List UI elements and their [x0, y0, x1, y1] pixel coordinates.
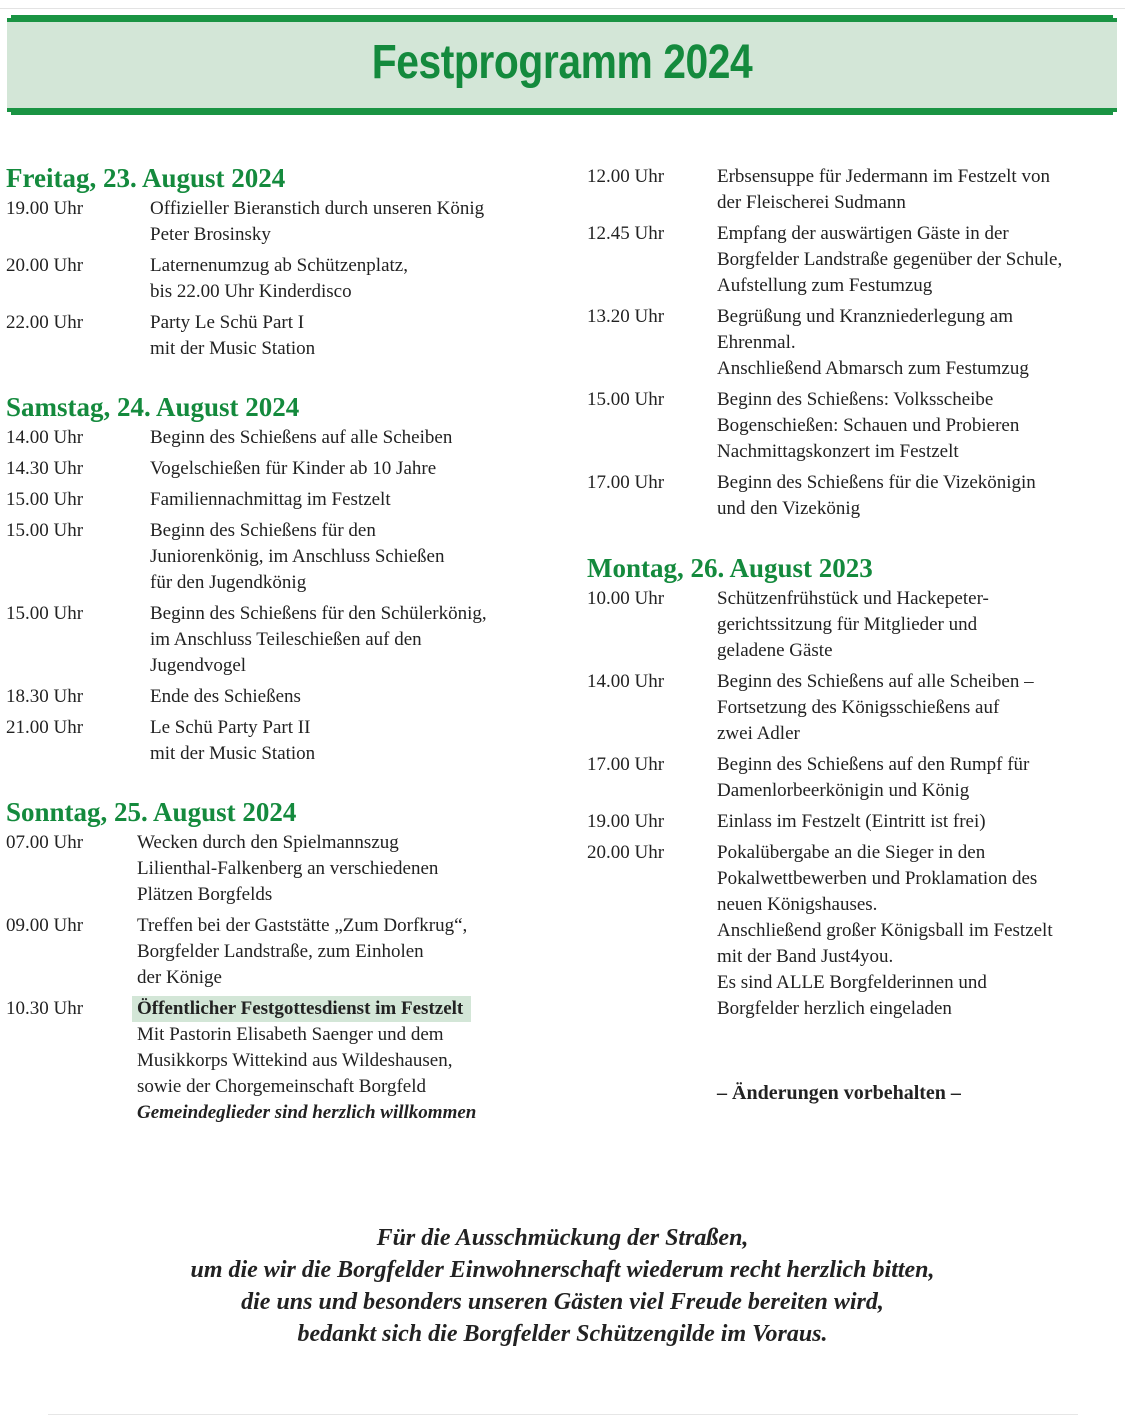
entry-description — [150, 715, 566, 767]
entry-description — [150, 487, 566, 513]
description-line: Plätzen Borgfelds — [137, 884, 273, 905]
description-line: Es sind ALLE Borgfelderinnen und — [717, 972, 987, 993]
highlighted-event — [137, 996, 566, 1022]
entry-time: 10.30 Uhr — [6, 998, 84, 1019]
description-line: Beginn des Schießens auf alle Scheiben – — [717, 671, 1034, 692]
description-line: Musikkorps Wittekind aus Wildeshausen, — [137, 1050, 453, 1071]
description-line: Beginn des Schießens auf alle Scheiben — [150, 427, 453, 448]
program-entry — [587, 387, 1117, 465]
description-line: für den Jugendkönig — [150, 572, 307, 593]
entry-description — [137, 830, 566, 908]
program-entry — [6, 487, 566, 513]
program-entry — [587, 470, 1117, 522]
entry-description — [150, 518, 566, 596]
program-entry — [6, 996, 566, 1126]
changes-note: – Änderungen vorbehalten – — [717, 1082, 961, 1104]
day-heading: Samstag, 24. August 2024 — [6, 392, 300, 422]
emphasis-line: Gemeindeglieder sind herzlich willkommen — [137, 1102, 477, 1123]
description-line: Erbsensuppe für Jedermann im Festzelt von — [717, 166, 1050, 187]
program-entry — [6, 684, 566, 710]
program-entry — [6, 518, 566, 596]
entry-time: 15.00 Uhr — [6, 489, 84, 510]
description-line: Empfang der auswärtigen Gäste in der — [717, 223, 1009, 244]
program-entry — [587, 221, 1117, 299]
day-heading: Freitag, 23. August 2024 — [6, 163, 286, 193]
page-title: Festprogramm 2024 — [371, 36, 753, 89]
entry-time: 10.00 Uhr — [587, 588, 665, 609]
description-line: Borgfelder Landstraße gegenüber der Schule, — [717, 249, 1063, 270]
entry-time: 22.00 Uhr — [6, 312, 84, 333]
program-entry — [587, 164, 1117, 216]
left-column — [6, 162, 566, 1131]
description-line: Schützenfrühstück und Hackepeter- — [717, 588, 989, 609]
description-line: Beginn des Schießens: Volksscheibe — [717, 389, 994, 410]
description-line: Pokalübergabe an die Sieger in den — [717, 842, 986, 863]
entry-description — [150, 601, 566, 679]
entry-time: 21.00 Uhr — [6, 717, 84, 738]
description-line: Le Schü Party Part II — [150, 717, 311, 738]
program-entry — [6, 601, 566, 679]
entry-description — [150, 456, 566, 482]
program-entry — [6, 830, 566, 908]
description-line: geladene Gäste — [717, 640, 833, 661]
program-entry — [6, 310, 566, 362]
entry-time: 15.00 Uhr — [6, 603, 84, 624]
description-line: sowie der Chorgemeinschaft Borgfeld — [137, 1076, 426, 1097]
description-line: mit der Band Just4you. — [717, 946, 894, 967]
program-entry — [6, 456, 566, 482]
entry-description — [717, 221, 1117, 299]
program-entry — [6, 715, 566, 767]
description-line: Aufstellung zum Festumzug — [717, 275, 933, 296]
description-line: Juniorenkönig, im Anschluss Schießen — [150, 546, 445, 567]
description-line: der Könige — [137, 967, 222, 988]
description-line: Wecken durch den Spielmannszug — [137, 832, 399, 853]
description-line: Borgfelder Landstraße, zum Einholen — [137, 941, 424, 962]
description-line: Beginn des Schießens für den Schülerkönig, — [150, 603, 487, 624]
program-entry — [587, 304, 1117, 382]
description-line: neuen Königshauses. — [717, 894, 878, 915]
description-line: Treffen bei der Gaststätte „Zum Dorfkrug“, — [137, 915, 468, 936]
entry-description — [717, 304, 1117, 382]
description-line: Borgfelder herzlich eingeladen — [717, 998, 952, 1019]
entry-time: 20.00 Uhr — [587, 842, 665, 863]
entry-description — [717, 164, 1117, 216]
description-line: Beginn des Schießens für den — [150, 520, 376, 541]
description-line: zwei Adler — [717, 723, 800, 744]
footer-line: um die wir die Borgfelder Einwohnerschaft wiederum recht herzlich bitten, — [190, 1257, 935, 1283]
top-divider — [0, 8, 1125, 9]
entry-time: 18.30 Uhr — [6, 686, 84, 707]
description-line: mit der Music Station — [150, 743, 316, 764]
program-entry — [6, 913, 566, 991]
program-entry — [587, 752, 1117, 804]
description-line: Offizieller Bieranstich durch unseren König — [150, 198, 485, 219]
program-entry — [6, 196, 566, 248]
entry-description — [717, 470, 1117, 522]
entry-description — [137, 913, 566, 991]
entry-description — [717, 387, 1117, 465]
description-line: Anschließend großer Königsball im Festzelt — [717, 920, 1053, 941]
entry-time: 12.45 Uhr — [587, 223, 665, 244]
entry-time: 09.00 Uhr — [6, 915, 84, 936]
entry-description — [150, 425, 566, 451]
entry-description — [137, 996, 566, 1126]
entry-time: 15.00 Uhr — [587, 389, 665, 410]
entry-description — [717, 840, 1117, 1022]
description-line: Mit Pastorin Elisabeth Saenger und dem — [137, 1024, 444, 1045]
description-line: Pokalwettbewerben und Proklamation des — [717, 868, 1038, 889]
description-line: Beginn des Schießens für die Vizekönigin — [717, 472, 1036, 493]
description-line: Ende des Schießens — [150, 686, 301, 707]
description-line: Fortsetzung des Königsschießens auf — [717, 697, 1000, 718]
entry-time: 12.00 Uhr — [587, 166, 665, 187]
entry-time: 15.00 Uhr — [6, 520, 84, 541]
description-line: Vogelschießen für Kinder ab 10 Jahre — [150, 458, 437, 479]
description-line: Lilienthal-Falkenberg an verschiedenen — [137, 858, 439, 879]
bottom-divider — [48, 1414, 1078, 1415]
entry-time: 19.00 Uhr — [587, 811, 665, 832]
entry-description — [717, 809, 1117, 835]
entry-description — [717, 752, 1117, 804]
description-line: Damenlorbeerkönigin und König — [717, 780, 970, 801]
description-line: Nachmittagskonzert im Festzelt — [717, 441, 959, 462]
entry-description — [150, 310, 566, 362]
program-entry — [6, 425, 566, 451]
description-line: mit der Music Station — [150, 338, 316, 359]
description-line: gerichtssitzung für Mitglieder und — [717, 614, 978, 635]
description-line: Jugendvogel — [150, 655, 247, 676]
entry-time: 17.00 Uhr — [587, 472, 665, 493]
entry-description — [717, 669, 1117, 747]
program-entry — [587, 669, 1117, 747]
program-entry — [6, 253, 566, 305]
description-line: Einlass im Festzelt (Eintritt ist frei) — [717, 811, 986, 832]
entry-time: 19.00 Uhr — [6, 198, 84, 219]
entry-time: 07.00 Uhr — [6, 832, 84, 853]
description-line: Party Le Schü Part I — [150, 312, 305, 333]
entry-description — [150, 684, 566, 710]
entry-description — [150, 196, 566, 248]
description-line: Laternenumzug ab Schützenplatz, — [150, 255, 408, 276]
description-line: im Anschluss Teileschießen auf den — [150, 629, 422, 650]
entry-description — [717, 586, 1117, 664]
description-line: bis 22.00 Uhr Kinderdisco — [150, 281, 352, 302]
footer-text — [0, 1222, 1125, 1350]
entry-time: 20.00 Uhr — [6, 255, 84, 276]
entry-time: 14.30 Uhr — [6, 458, 84, 479]
block-spacer — [587, 527, 1117, 552]
description-line: Ehrenmal. — [717, 332, 796, 353]
program-entry — [587, 840, 1117, 1022]
right-column — [587, 164, 1117, 1027]
description-line: Anschließend Abmarsch zum Festumzug — [717, 358, 1029, 379]
description-line: Familiennachmittag im Festzelt — [150, 489, 391, 510]
footer-line: Für die Ausschmückung der Straßen, — [376, 1225, 749, 1251]
entry-description — [150, 253, 566, 305]
description-line: Begrüßung und Kranzniederlegung am — [717, 306, 1013, 327]
description-line: Beginn des Schießens auf den Rumpf für — [717, 754, 1030, 775]
entry-time: 14.00 Uhr — [587, 671, 665, 692]
entry-time: 13.20 Uhr — [587, 306, 665, 327]
entry-time: 14.00 Uhr — [6, 427, 84, 448]
description-line: Peter Brosinsky — [150, 224, 271, 245]
title-banner — [7, 18, 1117, 112]
description-line: und den Vizekönig — [717, 498, 861, 519]
highlight-text: Öffentlicher Festgottesdienst im Festzelt — [132, 996, 471, 1022]
block-spacer — [6, 772, 566, 796]
description-line: Bogenschießen: Schauen und Probieren — [717, 415, 1020, 436]
entry-time: 17.00 Uhr — [587, 754, 665, 775]
block-spacer — [6, 367, 566, 391]
footer-line: die uns und besonders unseren Gästen viel Freude bereiten wird, — [241, 1289, 884, 1315]
description-line: der Fleischerei Sudmann — [717, 192, 906, 213]
day-heading: Sonntag, 25. August 2024 — [6, 797, 297, 827]
day-heading: Montag, 26. August 2023 — [587, 553, 873, 583]
program-entry — [587, 809, 1117, 835]
footer-line: bedankt sich die Borgfelder Schützengilde im Voraus. — [297, 1321, 828, 1347]
program-entry — [587, 586, 1117, 664]
